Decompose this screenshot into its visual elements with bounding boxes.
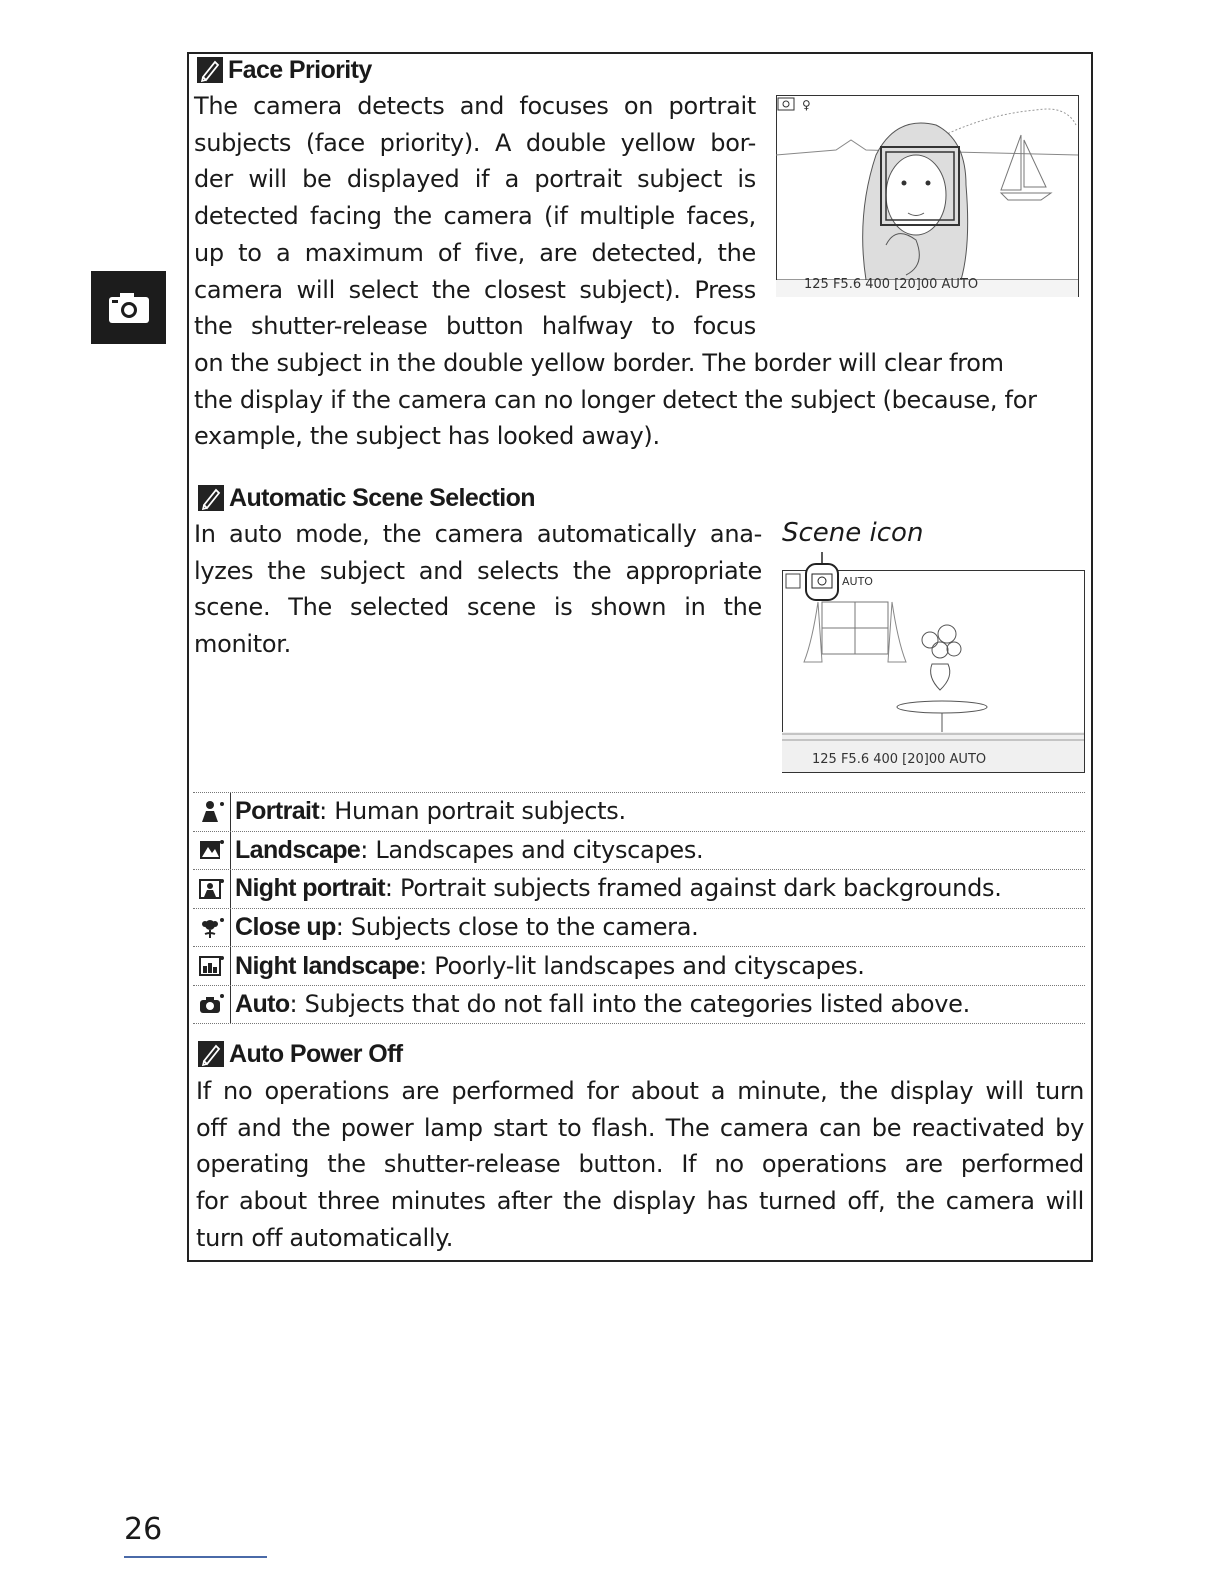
scene-description: : Subjects close to the camera. — [335, 913, 699, 942]
text-line: camera will select the closest subject). Press — [194, 275, 756, 304]
text-line: If no operations are performed for about a minute, the display will turn — [196, 1077, 1084, 1105]
auto-power-off-heading — [198, 1038, 403, 1070]
auto-scene-monitor-illustration — [782, 552, 1085, 774]
night-portrait-scene-icon — [193, 870, 231, 908]
scene-name: Night landscape — [235, 951, 420, 980]
text-line: example, the subject has looked away). — [194, 422, 660, 451]
flower-vase-illustration — [782, 552, 1085, 774]
scene-row — [193, 831, 1085, 870]
portrait-scene-icon — [193, 793, 231, 831]
scene-name: Landscape — [235, 835, 361, 864]
portrait-scene-illustration — [776, 95, 1079, 297]
text-line: scene. The selected scene is shown in the — [194, 593, 762, 622]
scene-description: : Poorly-lit landscapes and cityscapes. — [419, 951, 865, 980]
monitor-readout: 125 F5.6 400 [20]00 AUTO — [812, 752, 987, 767]
text-line: der will be displayed if a portrait subject is — [194, 165, 756, 194]
face-priority-text-narrow — [194, 88, 756, 345]
scene-row — [193, 908, 1085, 947]
scene-row — [193, 792, 1085, 831]
scene-row — [193, 869, 1085, 908]
text-line: on the subject in the double yellow border. The border will clear from — [194, 348, 1004, 377]
night-landscape-scene-icon — [193, 947, 231, 985]
scene-icon-caption: Scene icon — [782, 518, 924, 548]
scene-description: : Subjects that do not fall into the categories listed above. — [289, 989, 970, 1018]
page-number: 26 — [124, 1512, 163, 1547]
text-line: operating the shutter-release button. If no operations are performed — [196, 1150, 1084, 1179]
scene-list — [193, 792, 1085, 1024]
text-line: off and the power lamp start to flash. The camera can be reactivated by — [196, 1113, 1084, 1142]
scene-name: Night portrait — [235, 874, 385, 903]
landscape-scene-icon — [193, 832, 231, 870]
note-pencil-icon — [198, 1041, 224, 1067]
auto-scene-icon — [193, 986, 231, 1023]
text-line: detected facing the camera (if multiple faces, — [194, 202, 756, 231]
text-line: the display if the camera can no longer detect the subject (because, for — [194, 385, 1037, 414]
page-number-rule — [124, 1556, 267, 1558]
text-line: lyzes the subject and selects the appropriate — [194, 556, 762, 585]
monitor-readout: 125 F5.6 400 [20]00 AUTO — [804, 277, 979, 292]
text-line: for about three minutes after the display has turned off, the camera will — [196, 1187, 1084, 1216]
scene-name: Close up — [235, 913, 336, 942]
face-priority-title: Face Priority — [228, 56, 372, 84]
auto-scene-text — [194, 516, 762, 663]
scene-row — [193, 946, 1085, 985]
note-pencil-icon — [197, 57, 223, 83]
scene-name: Auto — [235, 989, 290, 1018]
text-line: The camera detects and focuses on portrait — [194, 92, 756, 120]
text-line: the shutter-release button halfway to focus — [194, 312, 756, 341]
auto-scene-heading — [198, 482, 535, 514]
face-priority-heading — [197, 54, 372, 86]
scene-description: : Human portrait subjects. — [319, 797, 626, 826]
face-priority-text-wide — [194, 345, 1084, 455]
scene-name: Portrait — [235, 797, 320, 826]
svg-text:AUTO: AUTO — [842, 575, 873, 588]
auto-scene-title: Automatic Scene Selection — [229, 484, 535, 512]
scene-row — [193, 985, 1085, 1024]
svg-text:♀: ♀ — [802, 98, 811, 112]
face-priority-monitor-illustration — [776, 95, 1079, 297]
text-line: up to a maximum of five, are detected, the — [194, 238, 756, 267]
section-tab — [91, 271, 166, 344]
close-up-scene-icon — [193, 909, 231, 947]
text-line: turn off automatically. — [196, 1223, 454, 1252]
text-line: subjects (face priority). A double yellow bor- — [194, 128, 756, 157]
scene-description: : Landscapes and cityscapes. — [360, 835, 704, 864]
camera-icon — [107, 291, 151, 325]
auto-power-off-title: Auto Power Off — [229, 1040, 403, 1068]
note-pencil-icon — [198, 485, 224, 511]
text-line: In auto mode, the camera automatically ana- — [194, 520, 762, 548]
text-line: monitor. — [194, 630, 291, 659]
auto-power-off-text — [196, 1073, 1084, 1257]
scene-description: : Portrait subjects framed against dark backgrounds. — [384, 874, 1002, 903]
